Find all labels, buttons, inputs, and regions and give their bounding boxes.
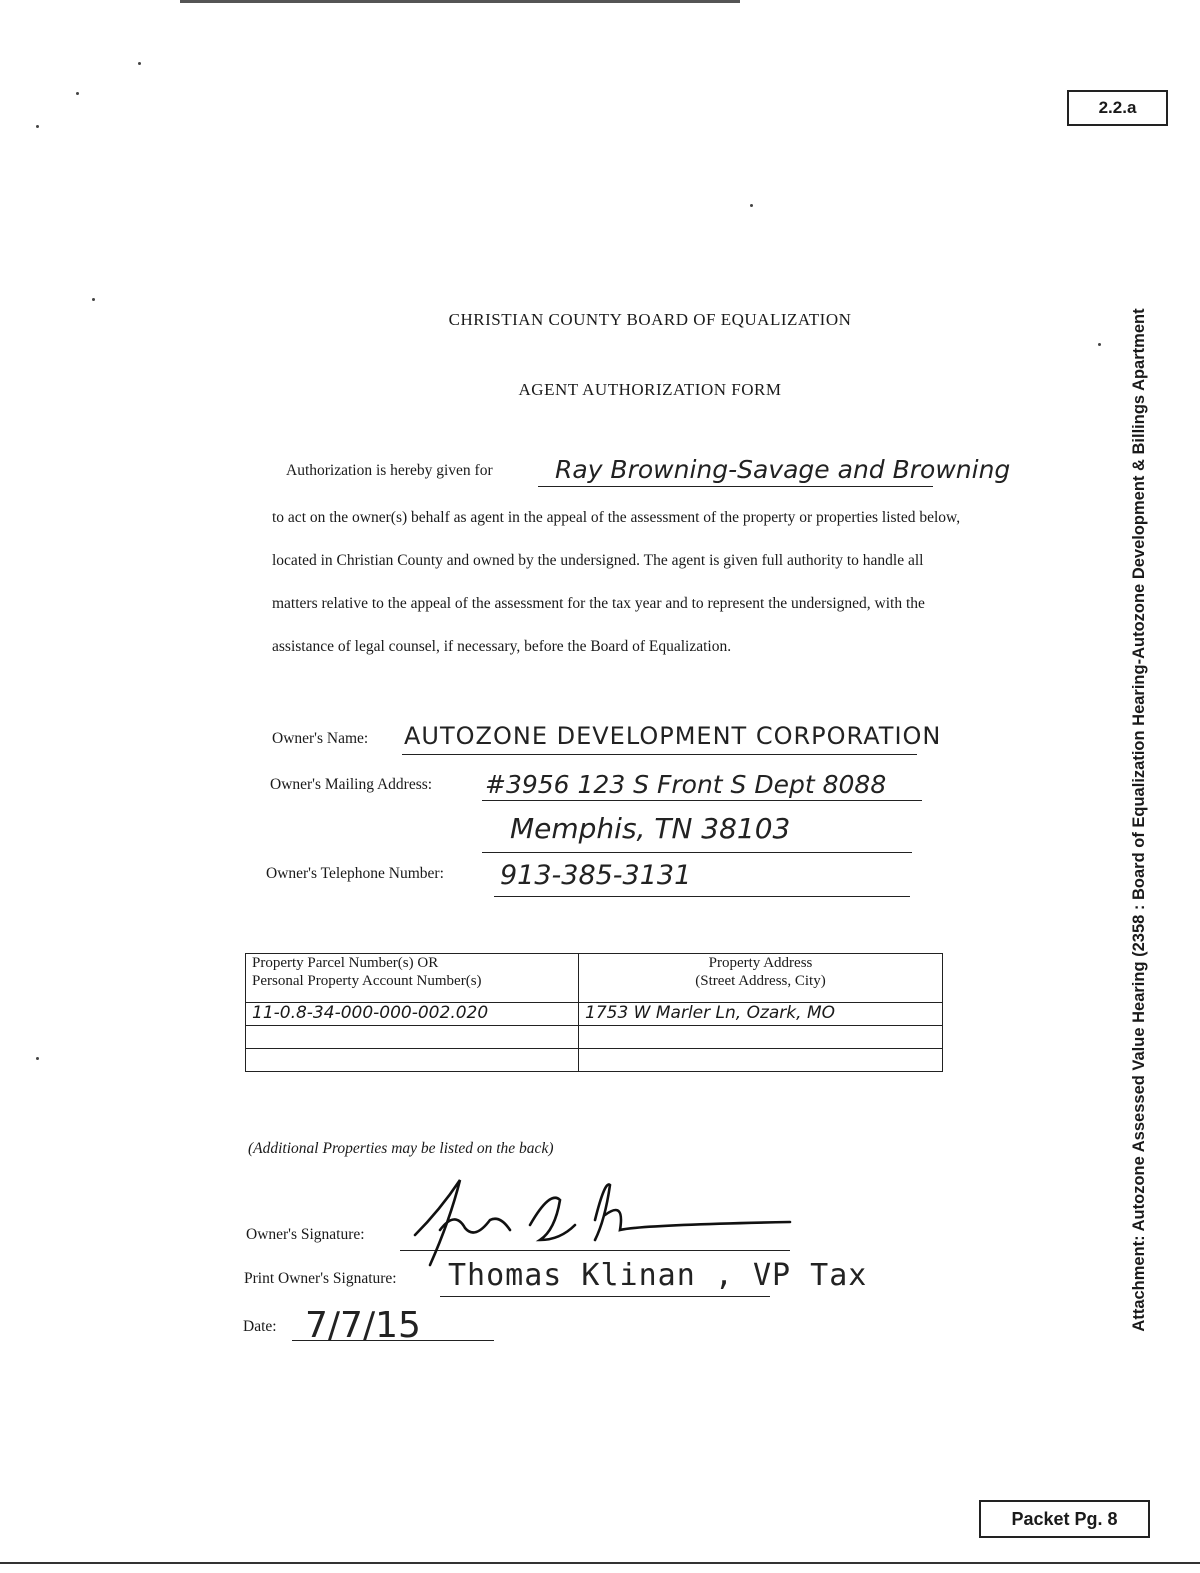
address-cell — [579, 1049, 943, 1072]
property-table — [245, 953, 943, 1072]
scan-speck — [36, 125, 39, 128]
signature-label: Owner's Signature: — [246, 1226, 365, 1243]
date-label: Date: — [243, 1318, 277, 1335]
table-row — [246, 1049, 943, 1072]
document-id-badge: 2.2.a — [1067, 90, 1168, 126]
address-column-header — [579, 954, 943, 1003]
mailing-address-label: Owner's Mailing Address: — [270, 776, 433, 793]
bottom-edge-rule — [0, 1562, 1200, 1564]
authorization-paragraph: to act on the owner(s) behalf as agent in the appeal of the assessment of the property or properties listed below, located in Christian County and owned by the undersigned. The agent is given full authority to handle all matters relative to the appeal of the assessment for the tax year and to represent the undersigned, with the assistance of legal counsel, if necessary, before the Board of Equalization. — [272, 509, 961, 655]
scan-speck — [750, 204, 753, 207]
additional-properties-note: (Additional Properties may be listed on the back) — [248, 1140, 554, 1157]
table-row — [246, 1003, 943, 1026]
telephone-label: Owner's Telephone Number: — [266, 865, 444, 882]
print-name-value: Thomas Klinan , VP Tax — [448, 1258, 868, 1293]
scan-speck — [76, 92, 79, 95]
parcel-cell — [246, 1049, 579, 1072]
attachment-sidebar — [1120, 220, 1160, 1420]
auth-prefix: Authorization is hereby given for — [286, 462, 493, 479]
scan-speck — [1098, 343, 1101, 346]
table-row — [246, 1026, 943, 1049]
form-subtitle: AGENT AUTHORIZATION FORM — [518, 380, 782, 399]
telephone-value: 913-385-3131 — [500, 860, 692, 891]
table-header-row — [246, 954, 943, 1003]
owner-signature — [410, 1170, 800, 1270]
owner-name-label: Owner's Name: — [272, 730, 369, 747]
packet-page-badge: Packet Pg. 8 — [979, 1500, 1150, 1538]
address-cell: 1753 W Marler Ln, Ozark, MO — [579, 1003, 943, 1026]
print-signature-label: Print Owner's Signature: — [244, 1270, 397, 1287]
mailing-address-underline-1 — [482, 800, 922, 801]
mailing-address-underline-2 — [482, 852, 912, 853]
parcel-column-header — [246, 954, 579, 1003]
top-edge-rule — [180, 0, 740, 3]
address-header-line-2: (Street Address, City) — [695, 973, 826, 989]
telephone-underline — [494, 896, 910, 897]
form-title: CHRISTIAN COUNTY BOARD OF EQUALIZATION — [448, 310, 852, 329]
owner-name-value: AUTOZONE DEVELOPMENT CORPORATION — [404, 722, 942, 750]
parcel-header-line-2: Personal Property Account Number(s) — [252, 973, 482, 989]
scan-speck — [92, 298, 95, 301]
owner-name-underline — [402, 754, 917, 755]
agent-name-underline — [538, 486, 933, 487]
mailing-address-line-2: Memphis, TN 38103 — [510, 812, 791, 845]
date-value: 7/7/15 — [305, 1305, 421, 1346]
print-signature-underline — [440, 1296, 770, 1297]
attachment-text: Attachment: Autozone Assessed Value Hearing (2358 : Board of Equalization Hearing-Autozone Development & Billings Apartment — [1130, 308, 1148, 1332]
scan-speck — [36, 1057, 39, 1060]
parcel-header-line-1: Property Parcel Number(s) OR — [252, 955, 439, 971]
address-cell — [579, 1026, 943, 1049]
parcel-cell: 11-0.8-34-000-000-002.020 — [246, 1003, 579, 1026]
address-header-line-1: Property Address — [708, 955, 813, 971]
agent-name: Ray Browning-Savage and Browning — [555, 455, 1011, 484]
scan-speck — [138, 62, 141, 65]
parcel-cell — [246, 1026, 579, 1049]
mailing-address-line-1: #3956 123 S Front S Dept 8088 — [485, 770, 887, 799]
